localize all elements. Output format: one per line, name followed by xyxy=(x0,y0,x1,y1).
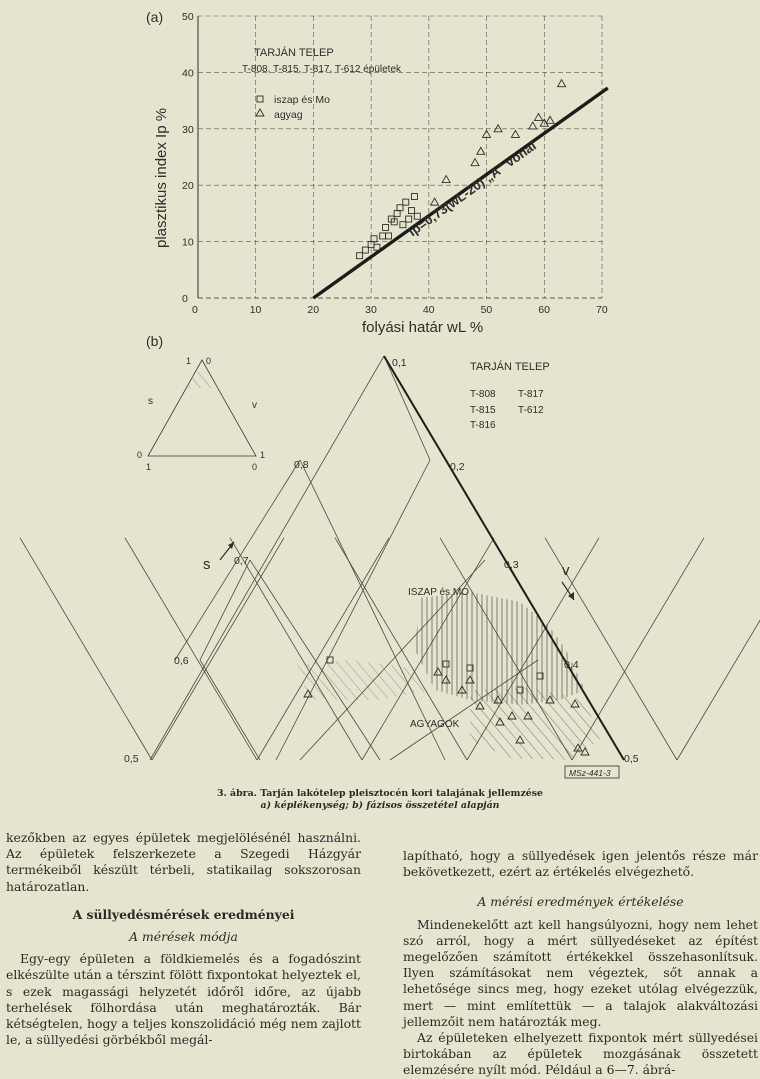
data-point-square xyxy=(411,193,417,199)
left-column xyxy=(6,830,361,1048)
ternary-diagram xyxy=(20,333,760,778)
y-tick-label: 0 xyxy=(182,293,188,305)
data-point-square xyxy=(380,233,386,239)
ternary-legend-row: T-612 xyxy=(518,405,544,416)
ternary-grid xyxy=(20,356,760,760)
data-point-triangle xyxy=(529,122,537,129)
x-tick-label: 50 xyxy=(480,304,493,316)
section-heading: A süllyedésmérések eredményei xyxy=(72,906,295,922)
paragraph: kezőkben az egyes épületek megjelölésénél használni. Az épületek felszerkezete a Szegedi Házgyár termékeiből készült térbeli, statikailag sokszorosan határozatlan. xyxy=(6,830,361,894)
x-tick-label: 40 xyxy=(422,304,435,316)
ternary-axis-label: 0,2 xyxy=(450,461,465,473)
x-tick-label: 0 xyxy=(192,304,198,316)
ternary-legend-title: TARJÁN TELEP xyxy=(470,361,550,373)
stamp-text: MSz-441-3 xyxy=(569,768,611,778)
ternary-axis-label: 0,5 xyxy=(124,753,139,765)
data-point-square xyxy=(362,247,368,253)
ternary-axis-label: 0,4 xyxy=(564,659,579,671)
ternary-legend-row: T-816 xyxy=(470,420,496,431)
grid-line xyxy=(152,538,284,760)
right-column xyxy=(403,848,758,1079)
y-tick-label: 50 xyxy=(182,11,194,23)
data-point-triangle xyxy=(535,114,543,121)
y-tick-label: 30 xyxy=(182,123,194,136)
data-point-triangle xyxy=(546,116,554,123)
ternary-legend-row: T-815 xyxy=(470,405,496,416)
data-point-square xyxy=(371,236,377,242)
x-tick-label: 70 xyxy=(596,304,608,316)
ternary-legend-row: T-808 xyxy=(470,389,496,400)
caption-line-1: 3. ábra. Tarján lakótelep pleisztocén kori talajának jellemzése xyxy=(216,788,544,799)
legend-series-1: iszap és Mo xyxy=(274,94,331,106)
data-point-square xyxy=(385,233,391,239)
paragraph: Mindenekelőtt azt kell hangsúlyozni, hogy nem lehet szó arról, hogy a mért süllyedéseket az építést megelőzően számított értékekkel összehasonlítsuk. Ilyen számításokat nem végeztek, sőt annak a lehetősége sincs meg, hogy ezeket utólag elvégezzük, mert — mint említettük — a talajok alakváltozási jellemzőit nem határozták meg. xyxy=(403,916,758,1029)
grid-line xyxy=(677,538,760,760)
x-axis-label: folyási határ wL % xyxy=(362,319,484,336)
x-tick-labels xyxy=(192,304,608,316)
y-tick-labels xyxy=(182,11,194,305)
figure-caption xyxy=(0,788,760,812)
grid-line xyxy=(384,356,430,460)
grid-line xyxy=(200,560,250,660)
ternary-axis-label: 0,3 xyxy=(504,559,519,571)
mini-label: 1 xyxy=(260,450,266,460)
y-axis-label: plasztikus index Ip % xyxy=(153,107,170,248)
legend-title: TARJÁN TELEP xyxy=(254,47,334,59)
grid-line xyxy=(250,560,380,760)
ternary-hatch xyxy=(295,592,600,760)
data-point-square xyxy=(397,205,403,211)
region-iszap-label: ISZAP és MO xyxy=(408,587,469,598)
data-point-square xyxy=(394,210,400,216)
data-point-square xyxy=(383,225,389,231)
data-point-triangle xyxy=(471,159,479,166)
mini-label: 1 xyxy=(146,462,152,472)
y-tick-label: 10 xyxy=(182,236,194,249)
x-tick-label: 10 xyxy=(249,304,262,316)
subsection-heading: A mérési eredmények értékelése xyxy=(477,894,684,910)
legend-square-marker xyxy=(257,96,263,102)
mini-label: 0 xyxy=(252,462,258,472)
mini-label: 0 xyxy=(137,450,143,460)
data-point-square xyxy=(357,253,363,259)
data-point-triangle xyxy=(442,176,450,183)
y-tick-label: 20 xyxy=(182,180,194,193)
grid-line xyxy=(20,538,152,760)
x-tick-label: 30 xyxy=(365,304,377,316)
data-point-triangle xyxy=(477,147,485,154)
mini-label: 0 xyxy=(206,356,212,366)
ternary-axis-label: 0,8 xyxy=(294,459,309,471)
x-tick-label: 20 xyxy=(307,304,320,316)
a-line-label: Ip=0,73(wL-20) „A" vonal xyxy=(405,138,539,240)
grid-line xyxy=(230,538,362,760)
paragraph: lapítható, hogy a süllyedések igen jelentős része már bekövetkezett, ezért az értékelés elvégezhető. xyxy=(403,848,758,880)
ternary-axis-label: 0,5 xyxy=(624,753,639,765)
data-point-triangle xyxy=(511,130,519,137)
legend-series-2: agyag xyxy=(274,109,303,121)
ternary-legend-row: T-817 xyxy=(518,389,544,400)
ternary-axis-label: 0,6 xyxy=(174,655,189,667)
data-point-triangle xyxy=(558,80,566,87)
region-agyag-label: AGYAGOK xyxy=(410,719,460,730)
mini-triangle xyxy=(137,356,265,472)
paragraph: Az épületeken elhelyezett fixpontok mért süllyedései birtokában az épületek mozgásának összetett elemzésére nyílt mód. Például a 6—7. ábrá- xyxy=(403,1030,758,1078)
plasticity-chart xyxy=(146,9,608,336)
data-point-square xyxy=(406,216,412,222)
legend-triangle-marker xyxy=(256,109,264,116)
grid-line xyxy=(276,460,430,760)
y-tick-label: 40 xyxy=(182,67,194,80)
mini-arrow-v: v xyxy=(252,400,257,411)
ternary-axis-label: 0,1 xyxy=(392,357,407,369)
data-points xyxy=(357,80,566,259)
legend-subtitle: T-808, T-815, T-817, T-612 épületek xyxy=(242,64,401,75)
mini-label: 1 xyxy=(186,356,192,366)
mini-arrow-s: s xyxy=(148,396,153,407)
panel-a-label: (a) xyxy=(146,9,164,25)
arrow-v-label: v xyxy=(562,562,570,579)
grid-line xyxy=(125,538,257,760)
x-tick-label: 60 xyxy=(538,304,550,316)
grid-line xyxy=(257,538,389,760)
data-point-square xyxy=(403,199,409,205)
ternary-axis-label: 0,7 xyxy=(234,555,249,567)
panel-b-label: (b) xyxy=(146,333,164,349)
subsection-heading: A mérések módja xyxy=(129,929,238,945)
caption-line-2: a) képlékenység; b) fázisos összetétel alapján xyxy=(260,800,500,811)
data-point-triangle xyxy=(494,125,502,132)
paragraph: Egy-egy épületen a földkiemelés és a fogadószint elkészülte után a térszint fölött fixpontokat helyeztek el, s ezek magassági helyzetét időről időre, az újabb terhelések fölhordása után meghatározták. Bár kétségtelen, hogy a teljes konszolidáció még nem zajlott le, a süllyedési görbékből megál- xyxy=(6,951,361,1048)
data-point-square xyxy=(409,208,415,214)
grid-line xyxy=(200,660,260,760)
arrow-s-label: s xyxy=(203,556,211,573)
